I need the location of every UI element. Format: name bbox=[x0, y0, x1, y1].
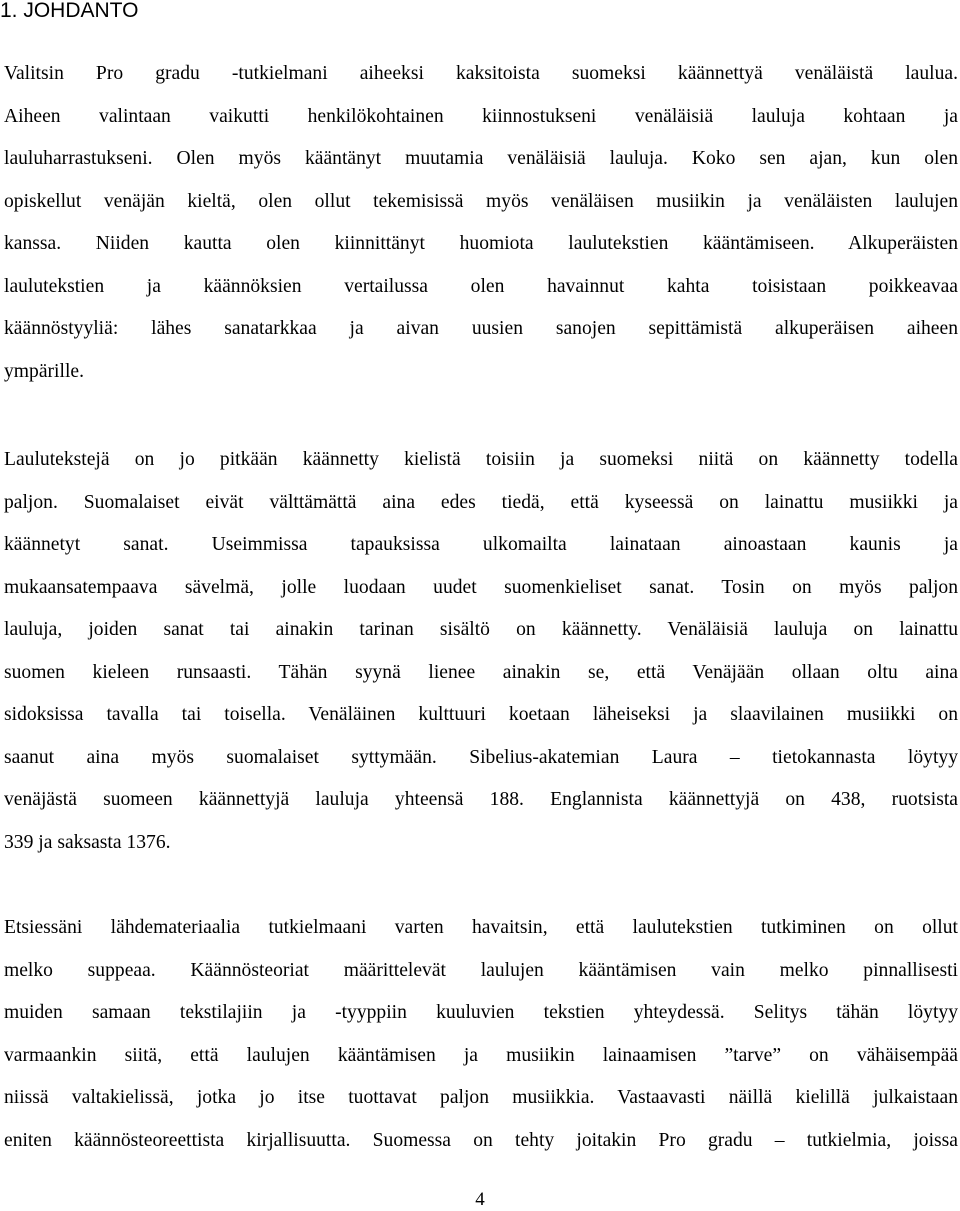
paragraph-line: lauluharrastukseni. Olen myös kääntänyt muutamia venäläisiä lauluja. Koko sen ajan, kun olen bbox=[4, 148, 958, 169]
paragraph-line: laulutekstien ja käännöksien vertailussa olen havainnut kahta toisistaan poikkeavaa bbox=[4, 275, 958, 297]
section-heading: 1. JOHDANTO bbox=[0, 0, 139, 22]
paragraph-line: 339 ja saksasta 1376. bbox=[4, 831, 171, 853]
paragraph-line: ympärille. bbox=[4, 360, 84, 382]
paragraph-1 bbox=[4, 53, 958, 393]
paragraph-line: käännöstyyliä: lähes sanatarkkaa ja aivan uusien sanojen sepittämistä alkuperäisen aiheen bbox=[4, 318, 958, 339]
paragraph-2 bbox=[4, 439, 958, 864]
paragraph-line: Valitsin Pro gradu -tutkielmani aiheeksi kaksitoista suomeksi käännettyä venäläistä laulua. bbox=[4, 63, 958, 84]
paragraph-line: eniten käännösteoreettista kirjallisuutta. Suomessa on tehty joitakin Pro gradu – tutkielmia, joissa bbox=[4, 1129, 958, 1151]
paragraph-line: Laulutekstejä on jo pitkään käännetty kielistä toisiin ja suomeksi niitä on käännetty todella bbox=[4, 449, 958, 470]
paragraph-line: Aiheen valintaan vaikutti henkilökohtainen kiinnostukseni venäläisiä lauluja kohtaan ja bbox=[4, 105, 958, 127]
paragraph-line: mukaansatempaava sävelmä, jolle luodaan uudet suomenkieliset sanat. Tosin on myös paljon bbox=[4, 576, 958, 598]
paragraph-line: Etsiessäni lähdemateriaalia tutkielmaani varten havaitsin, että laulutekstien tutkiminen on ollut bbox=[4, 917, 958, 938]
paragraph-line: paljon. Suomalaiset eivät välttämättä aina edes tiedä, että kyseessä on lainattu musiikki ja bbox=[4, 491, 958, 513]
paragraph-line: sidoksissa tavalla tai toisella. Venäläinen kulttuuri koetaan läheiseksi ja slaavilainen musiikki on bbox=[4, 704, 958, 725]
paragraph-line: lauluja, joiden sanat tai ainakin tarinan sisältö on käännetty. Venäläisiä lauluja on lainattu bbox=[4, 619, 958, 640]
page-number: 4 bbox=[475, 1189, 485, 1210]
paragraph-line: muiden samaan tekstilajiin ja -tyyppiin kuuluvien tekstien yhteydessä. Selitys tähän löytyy bbox=[4, 1002, 958, 1023]
paragraph-line: venäjästä suomeen käännettyjä lauluja yhteensä 188. Englannista käännettyjä on 438, ruotsista bbox=[4, 789, 958, 810]
paragraph-line: varmaankin siitä, että laulujen kääntämisen ja musiikin lainaamisen ”tarve” on vähäisempää bbox=[4, 1044, 958, 1066]
paragraph-line: kanssa. Niiden kautta olen kiinnittänyt huomiota laulutekstien kääntämiseen. Alkuperäisten bbox=[4, 233, 958, 254]
paragraph-3 bbox=[4, 907, 958, 1162]
paragraph-line: niissä valtakielissä, jotka jo itse tuottavat paljon musiikkia. Vastaavasti näillä kielillä julkaistaan bbox=[4, 1087, 958, 1108]
paragraph-line: suomen kieleen runsaasti. Tähän syynä lienee ainakin se, että Venäjään ollaan oltu aina bbox=[4, 661, 958, 683]
paragraph-line: käännetyt sanat. Useimmissa tapauksissa ulkomailta lainataan ainoastaan kaunis ja bbox=[4, 534, 958, 555]
paragraph-line: opiskellut venäjän kieltä, olen ollut tekemisissä myös venäläisen musiikin ja venäläisten laulujen bbox=[4, 190, 958, 212]
paragraph-line: melko suppeaa. Käännösteoriat määrittelevät laulujen kääntämisen vain melko pinnallisesti bbox=[4, 959, 958, 981]
paragraph-line: saanut aina myös suomalaiset syttymään. Sibelius-akatemian Laura – tietokannasta löytyy bbox=[4, 746, 958, 768]
